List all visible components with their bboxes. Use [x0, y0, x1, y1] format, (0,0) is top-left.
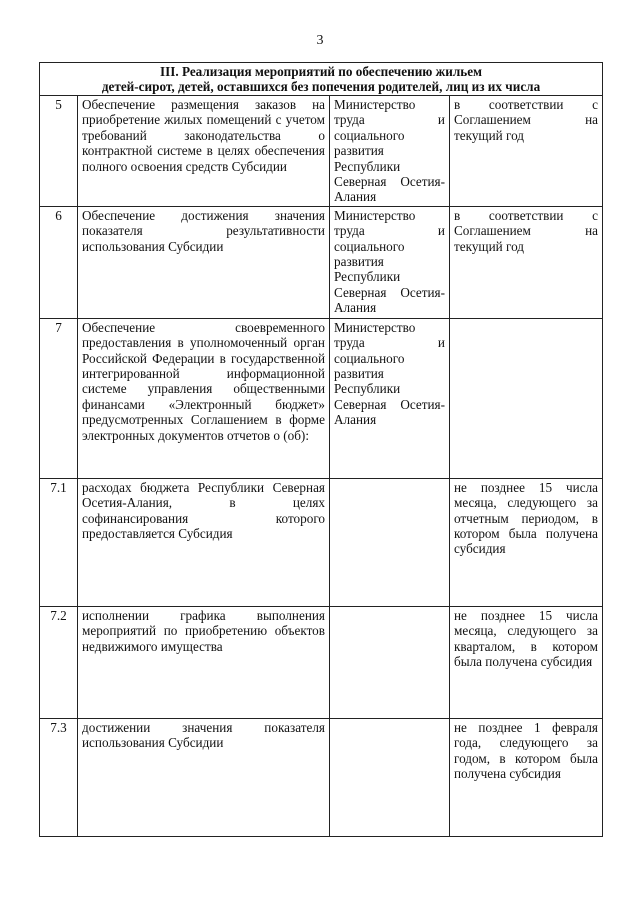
section-title: [40, 63, 603, 96]
executor: [330, 606, 450, 718]
section-header-row: [40, 63, 603, 96]
deadline: в соответствии с Соглашением на текущий год: [450, 96, 603, 207]
deadline: не позднее 15 числа месяца, следующего за кварталом, в котором была получена субсидия: [450, 606, 603, 718]
measure-description: исполнении графика выполнения мероприятий по приобретению объектов недвижимого имущества: [78, 606, 330, 718]
deadline: не позднее 15 числа месяца, следующего за отчетным периодом, в котором была получена субсидия: [450, 478, 603, 606]
table-row: [40, 606, 603, 718]
deadline: [450, 318, 603, 478]
executor: Министерство труда и социального развития Республики Северная Осетия-Алания: [330, 96, 450, 207]
row-number: 7.3: [40, 718, 78, 836]
row-number: 7.1: [40, 478, 78, 606]
measure-description: расходах бюджета Республики Северная Осетия-Алания, в целях софинансирования которого предоставляется Субсидия: [78, 478, 330, 606]
row-number: 6: [40, 206, 78, 318]
table-row: [40, 478, 603, 606]
measure-description: Обеспечение достижения значения показателя результативности использования Субсидии: [78, 206, 330, 318]
section-title-line-1: III. Реализация мероприятий по обеспечению жильем: [159, 64, 483, 79]
table-row: [40, 318, 603, 478]
page-number: 3: [316, 33, 324, 48]
executor: [330, 478, 450, 606]
table-row: [40, 96, 603, 207]
table-row: [40, 718, 603, 836]
measure-description: Обеспечение размещения заказов на приобретение жилых помещений с учетом требований законодательства о контрактной системе в целях обеспечения полного освоения средств Субсидии: [78, 96, 330, 207]
row-number: 5: [40, 96, 78, 207]
executor: Министерство труда и социального развития Республики Северная Осетия-Алания: [330, 318, 450, 478]
executor: Министерство труда и социального развития Республики Северная Осетия-Алания: [330, 206, 450, 318]
deadline: в соответствии с Соглашением на текущий год: [450, 206, 603, 318]
measure-description: достижении значения показателя использования Субсидии: [78, 718, 330, 836]
deadline: не позднее 1 февраля года, следующего за годом, в котором была получена субсидия: [450, 718, 603, 836]
table-row: [40, 206, 603, 318]
row-number: 7.2: [40, 606, 78, 718]
executor: [330, 718, 450, 836]
measures-table: [39, 62, 603, 837]
measure-description: Обеспечение своевременного предоставления в уполномоченный орган Российской Федерации в государственной интегрированной информационной системе управления общественными финансами «Электронный бюджет» предусмотренных Соглашением в форме электронных документов отчетов о (об):: [78, 318, 330, 478]
row-number: 7: [40, 318, 78, 478]
section-title-line-2: детей-сирот, детей, оставшихся без попечения родителей, лиц из их числа: [101, 79, 541, 94]
